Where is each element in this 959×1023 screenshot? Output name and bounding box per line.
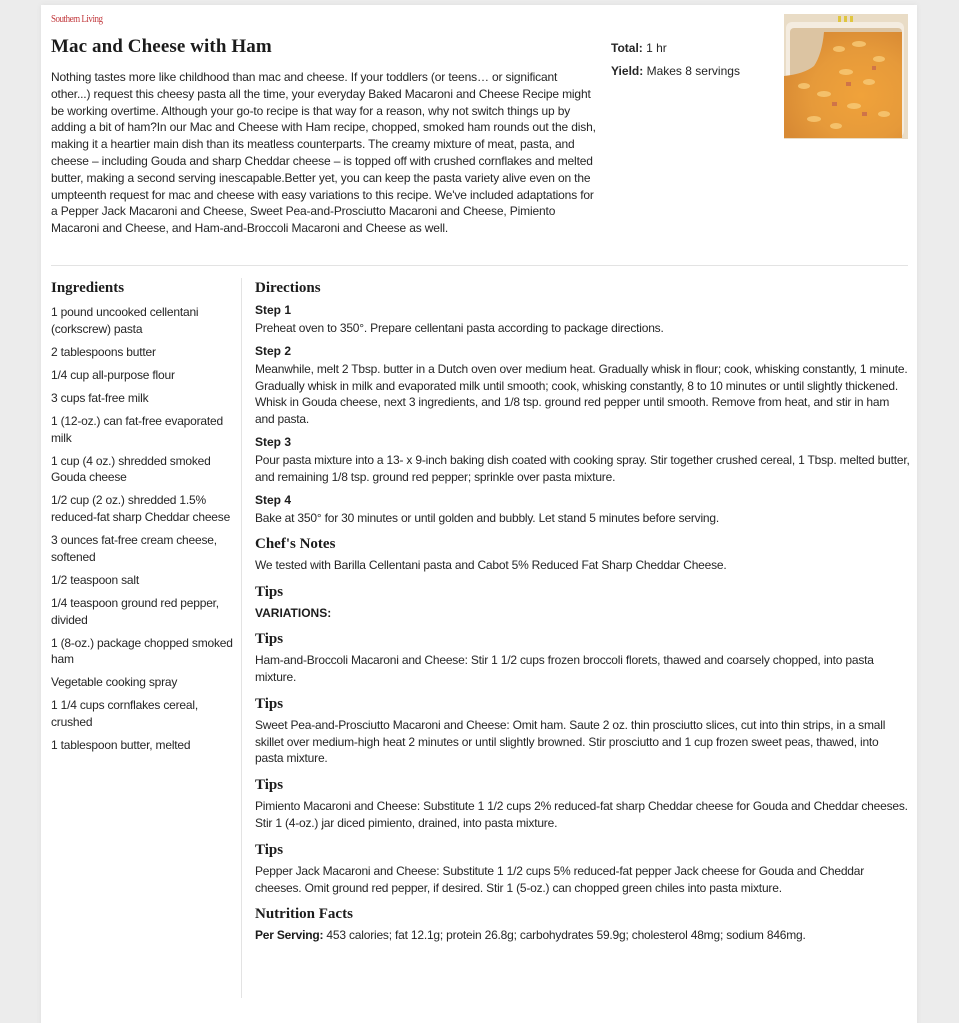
nutrition-text <box>255 927 910 944</box>
direction-step <box>255 343 910 428</box>
chefs-notes <box>255 535 910 574</box>
yield <box>611 63 740 86</box>
direction-step <box>255 302 910 337</box>
tip-text: Pepper Jack Macaroni and Cheese: Substitute 1 1/2 cups 5% reduced-fat pepper Jack cheese for Gouda and Cheddar cheeses. Omit ground red pepper, if desired. Stir 1 (5-oz.) can chopped green chiles into pasta mixture. <box>255 863 865 895</box>
nutrition-values: 453 calories; fat 12.1g; protein 26.8g; carbohydrates 59.9g; cholesterol 48mg; sodium 846mg. <box>323 928 806 943</box>
chefs-notes-heading: Chef's Notes <box>255 536 336 553</box>
recipe-intro: Nothing tastes more like childhood than mac and cheese. If your toddlers (or teens… or significant other...) request this cheesy pasta all the time, your everyday Baked Macaroni and Cheese Recipe might be working overtime. Although your go-to recipe is that way for a reason, why not switch things up by adding a bit of ham?In our Mac and Cheese with Ham recipe, chopped, smoked ham rounds out the dish, making it a heartier main dish than its meatless counterparts. The creamy mixture of meat, pasta, and cheese – including Gouda and sharp Cheddar cheese – is topped off with crushed cornflakes and melted butter, making a second serving inescapable.Better yet, you can keep the pasta variety alive even on the umpteenth request for mac and cheese with easy variations to this recipe. We've included adaptations for a Pepper Jack Macaroni and Cheese, Sweet Pea-and-Prosciutto Macaroni and Cheese, Pimiento Macaroni and Cheese, and Ham-and-Broccoli Macaroni and Cheese as well. <box>51 70 596 236</box>
tip-heading: Tips <box>255 631 284 648</box>
step-label: Step 1 <box>255 303 292 317</box>
southern-living-logo[interactable]: Southern Living <box>51 13 103 25</box>
variations-label: VARIATIONS: <box>255 606 332 621</box>
ingredient-item: 3 ounces fat-free cream cheese, softened <box>51 533 217 564</box>
chefs-notes-text: We tested with Barilla Cellentani pasta and Cabot 5% Reduced Fat Sharp Cheddar Cheese. <box>255 558 727 573</box>
ingredients-list <box>51 304 233 754</box>
tip-text: Sweet Pea-and-Prosciutto Macaroni and Cheese: Omit ham. Saute 2 oz. thin prosciutto slices, cut into thin strips, in a small skillet over medium-high heat 2 minutes or until slightly browned. Stir prosciutto and 1 cup frozen sweet peas, thawed, into pasta mixture. <box>255 717 886 766</box>
section-divider <box>51 265 908 266</box>
tip-text: Pimiento Macaroni and Cheese: Substitute 1 1/2 cups 2% reduced-fat sharp Cheddar cheese for Gouda and Cheddar cheeses. Stir 1 (4-oz.) jar diced pimiento, drained, into pasta mixture. <box>255 799 908 830</box>
ingredient-item: 1 tablespoon butter, melted <box>51 738 191 753</box>
step-text: Bake at 350° for 30 minutes or until golden and bubbly. Let stand 5 minutes before serving. <box>255 510 720 525</box>
direction-step <box>255 434 910 486</box>
total-time <box>611 40 740 63</box>
step-text: Preheat oven to 350°. Prepare cellentani pasta according to package directions. <box>255 321 664 335</box>
tip-heading: Tips <box>255 777 284 794</box>
recipe-meta <box>611 40 740 86</box>
nutrition-facts <box>255 905 910 944</box>
ingredient-item: 1/2 teaspoon salt <box>51 572 140 587</box>
step-label: Step 4 <box>255 492 292 507</box>
mac-and-cheese-photo-icon <box>784 14 908 139</box>
recipe-title: Mac and Cheese with Ham <box>51 36 272 57</box>
ingredient-item: 1 pound uncooked cellentani (corkscrew) pasta <box>51 305 199 336</box>
directions-section <box>255 279 910 947</box>
ingredient-item: 2 tablespoons butter <box>51 344 156 359</box>
total-time-label: Total: <box>611 41 643 55</box>
nutrition-heading: Nutrition Facts <box>255 906 353 923</box>
ingredient-item: 1 1/4 cups cornflakes cereal, crushed <box>51 698 198 730</box>
yield-value: Makes 8 servings <box>646 64 740 78</box>
step-text: Pour pasta mixture into a 13- x 9-inch baking dish coated with cooking spray. Stir together crushed cereal, 1 Tbsp. melted butter, and remaining 1/8 tsp. ground red pepper; sprinkle over pasta mixture. <box>255 452 910 484</box>
tip-block <box>255 695 910 767</box>
column-divider <box>241 278 242 998</box>
tip-block <box>255 630 910 686</box>
ingredient-item: 1 cup (4 oz.) shredded smoked Gouda cheese <box>51 453 211 485</box>
ingredient-item: 3 cups fat-free milk <box>51 390 149 405</box>
recipe-card <box>41 5 917 1023</box>
ingredients-section <box>51 279 233 760</box>
recipe-photo <box>784 14 908 139</box>
ingredient-item: 1/4 cup all-purpose flour <box>51 367 175 382</box>
tip-heading: Tips <box>255 695 284 712</box>
ingredients-heading: Ingredients <box>51 280 125 296</box>
step-label: Step 3 <box>255 434 292 449</box>
tip-text: Ham-and-Broccoli Macaroni and Cheese: Stir 1 1/2 cups frozen broccoli florets, thawed and coarsely chopped, into pasta mixture. <box>255 653 874 684</box>
step-text: Meanwhile, melt 2 Tbsp. butter in a Dutch oven over medium heat. Gradually whisk in flour; cook, whisking constantly, 1 minute. Gradually whisk in milk and evaporated milk until smooth; cook, whisking constantly, 8 to 10 minutes or until slightly thickened. Whisk in Gouda cheese, next 3 ingredients, and 1/8 tsp. ground red pepper until smooth. Remove from heat, and stir in ham and pasta. <box>255 361 908 427</box>
total-time-value: 1 hr <box>646 41 667 55</box>
per-serving-label: Per Serving: <box>255 928 324 943</box>
directions-heading: Directions <box>255 280 321 296</box>
ingredient-item: Vegetable cooking spray <box>51 675 178 690</box>
tip-heading: Tips <box>255 841 284 858</box>
ingredient-item: 1 (12-oz.) can fat-free evaporated milk <box>51 413 223 445</box>
ingredient-item: 1/4 teaspoon ground red pepper, divided <box>51 595 219 627</box>
step-label: Step 2 <box>255 343 292 358</box>
tip-block <box>255 583 910 621</box>
tip-block <box>255 841 910 897</box>
ingredient-item: 1 (8-oz.) package chopped smoked ham <box>51 635 233 667</box>
direction-step <box>255 492 910 527</box>
ingredient-item: 1/2 cup (2 oz.) shredded 1.5% reduced-fat sharp Cheddar cheese <box>51 493 231 525</box>
tip-heading: Tips <box>255 584 284 601</box>
tip-block <box>255 776 910 832</box>
yield-label: Yield: <box>611 64 644 78</box>
